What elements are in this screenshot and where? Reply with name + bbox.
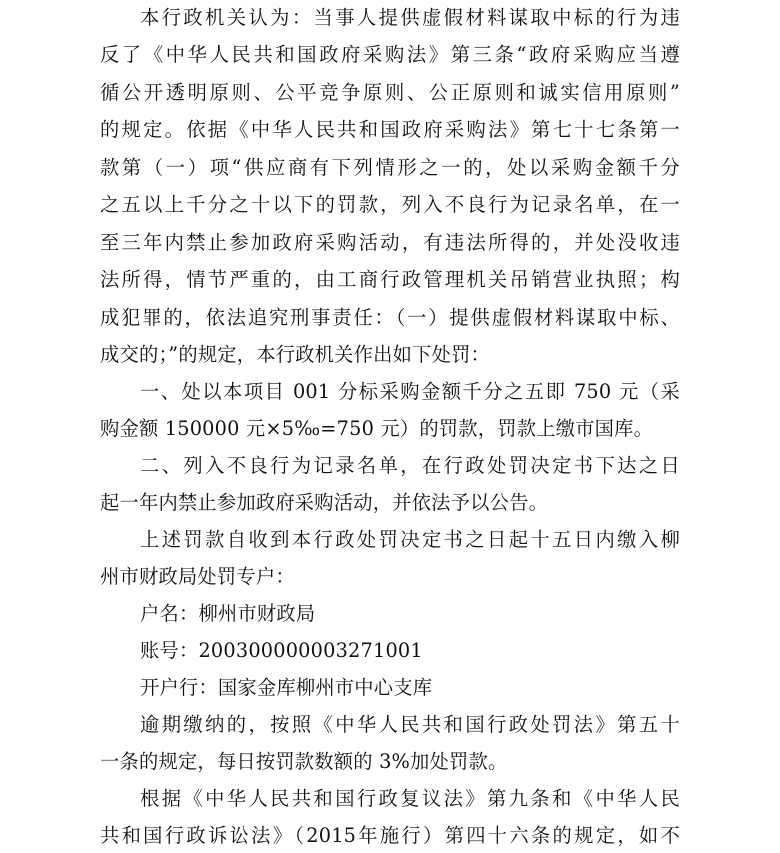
paragraph-line: 款第（一）项“供应商有下列情形之一的，处以采购金额千分 bbox=[100, 156, 680, 179]
paragraph-line: 购金额 150000 元×5‰=750 元）的罚款，罚款上缴市国库。 bbox=[100, 417, 654, 440]
paragraph-line: 循公开透明原则、公平竞争原则、公正原则和诚实信用原则” bbox=[100, 81, 680, 104]
paragraph-line: 一条的规定，每日按罚款数额的 3%加处罚款。 bbox=[100, 750, 508, 773]
paragraph-line: 一、处以本项目 001 分标采购金额千分之五即 750 元（采 bbox=[140, 380, 680, 403]
paragraph-line: 之五以上千分之十以下的罚款，列入不良行为记录名单，在一 bbox=[100, 193, 680, 216]
paragraph-line: 二、列入不良行为记录名单，在行政处罚决定书下达之日 bbox=[140, 454, 680, 477]
paragraph-line: 至三年内禁止参加政府采购活动，有违法所得的，并处没收违 bbox=[100, 231, 680, 254]
account-name-line: 户名：柳州市财政局 bbox=[140, 602, 316, 625]
paragraph-line: 反了《中华人民共和国政府采购法》第三条“政府采购应当遵 bbox=[100, 43, 680, 66]
bank-line: 开户行：国家金库柳州市中心支库 bbox=[140, 676, 433, 699]
paragraph-line: 成交的；”的规定，本行政机关作出如下处罚： bbox=[100, 343, 491, 366]
paragraph-line: 逾期缴纳的，按照《中华人民共和国行政处罚法》第五十 bbox=[140, 713, 680, 736]
paragraph-line: 州市财政局处罚专户： bbox=[100, 565, 295, 588]
paragraph-line: 法所得，情节严重的，由工商行政管理机关吊销营业执照；构 bbox=[100, 268, 680, 291]
account-number-line: 账号：200300000003271001 bbox=[140, 639, 423, 662]
paragraph-line: 共和国行政诉讼法》（2015年施行）第四十六条的规定，如不 bbox=[100, 824, 680, 847]
paragraph-line: 起一年内禁止参加政府采购活动，并依法予以公告。 bbox=[100, 491, 549, 514]
paragraph-line: 根据《中华人民共和国行政复议法》第九条和《中华人民 bbox=[140, 787, 680, 810]
paragraph-line: 本行政机关认为：当事人提供虚假材料谋取中标的行为违 bbox=[140, 6, 680, 29]
paragraph-line: 的规定。依据《中华人民共和国政府采购法》第七十七条第一 bbox=[100, 118, 680, 141]
paragraph-line: 成犯罪的，依法追究刑事责任：（一）提供虚假材料谋取中标、 bbox=[100, 306, 680, 329]
paragraph-line: 上述罚款自收到本行政处罚决定书之日起十五日内缴入柳 bbox=[140, 528, 680, 551]
